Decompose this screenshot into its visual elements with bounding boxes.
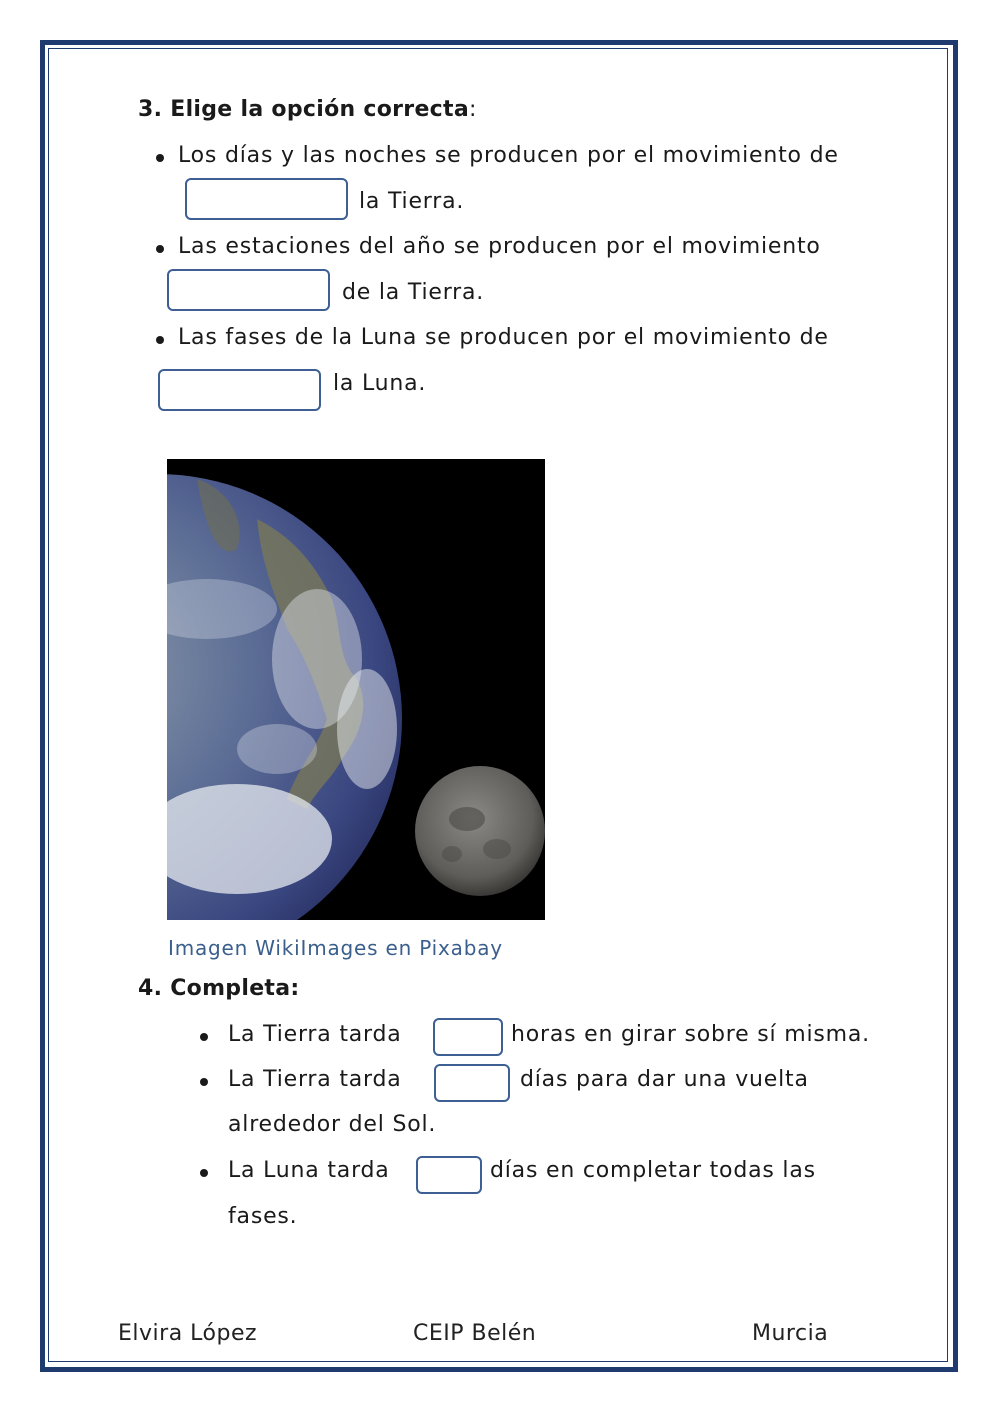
ex4-item-3-suffix: días en completar todas las xyxy=(490,1158,816,1183)
ex4-answer-2-input[interactable] xyxy=(434,1064,510,1102)
bullet xyxy=(156,245,164,253)
exercise-3-title: Elige la opción correcta xyxy=(170,97,469,122)
ex3-answer-3-input[interactable] xyxy=(158,369,321,411)
ex4-answer-1-input[interactable] xyxy=(433,1018,503,1056)
ex3-item-3-suffix: la Luna. xyxy=(333,371,427,396)
ex4-item-1-suffix: horas en girar sobre sí misma. xyxy=(511,1022,870,1047)
image-caption: Imagen WikiImages en Pixabay xyxy=(168,936,503,960)
exercise-3-heading xyxy=(138,96,477,124)
ex3-item-2-text: Las estaciones del año se producen por el movimiento xyxy=(178,234,821,259)
ex4-item-3-text: La Luna tarda xyxy=(228,1158,390,1183)
ex3-item-2-suffix: de la Tierra. xyxy=(342,280,485,305)
bullet xyxy=(156,336,164,344)
earth-moon-photo xyxy=(167,459,545,920)
ex4-item-2-continued: alrededor del Sol. xyxy=(228,1112,437,1137)
ex4-item-1-text: La Tierra tarda xyxy=(228,1022,402,1047)
ex3-answer-1-input[interactable] xyxy=(185,178,348,220)
bullet xyxy=(200,1078,208,1086)
bullet xyxy=(200,1169,208,1177)
bullet xyxy=(156,154,164,162)
footer-city: Murcia xyxy=(752,1321,829,1346)
ex3-answer-2-input[interactable] xyxy=(167,269,330,311)
footer-author: Elvira López xyxy=(118,1321,258,1346)
exercise-4-heading: 4. Completa: xyxy=(138,976,300,1001)
ex4-item-2-text: La Tierra tarda xyxy=(228,1067,402,1092)
exercise-3-number: 3. xyxy=(138,97,163,122)
exercise-3-colon: : xyxy=(468,97,477,122)
ex4-item-2-suffix: días para dar una vuelta xyxy=(520,1067,809,1092)
ex4-item-3-continued: fases. xyxy=(228,1204,298,1229)
earth-moon-illustration xyxy=(167,459,545,920)
ex4-answer-3-input[interactable] xyxy=(416,1156,482,1194)
moon-icon xyxy=(415,766,545,896)
bullet xyxy=(200,1033,208,1041)
ex3-item-1-text: Los días y las noches se producen por el movimiento de xyxy=(178,143,839,168)
ex3-item-3-text: Las fases de la Luna se producen por el movimiento de xyxy=(178,325,829,350)
footer-school: CEIP Belén xyxy=(413,1321,537,1346)
ex3-item-1-suffix: la Tierra. xyxy=(359,189,465,214)
